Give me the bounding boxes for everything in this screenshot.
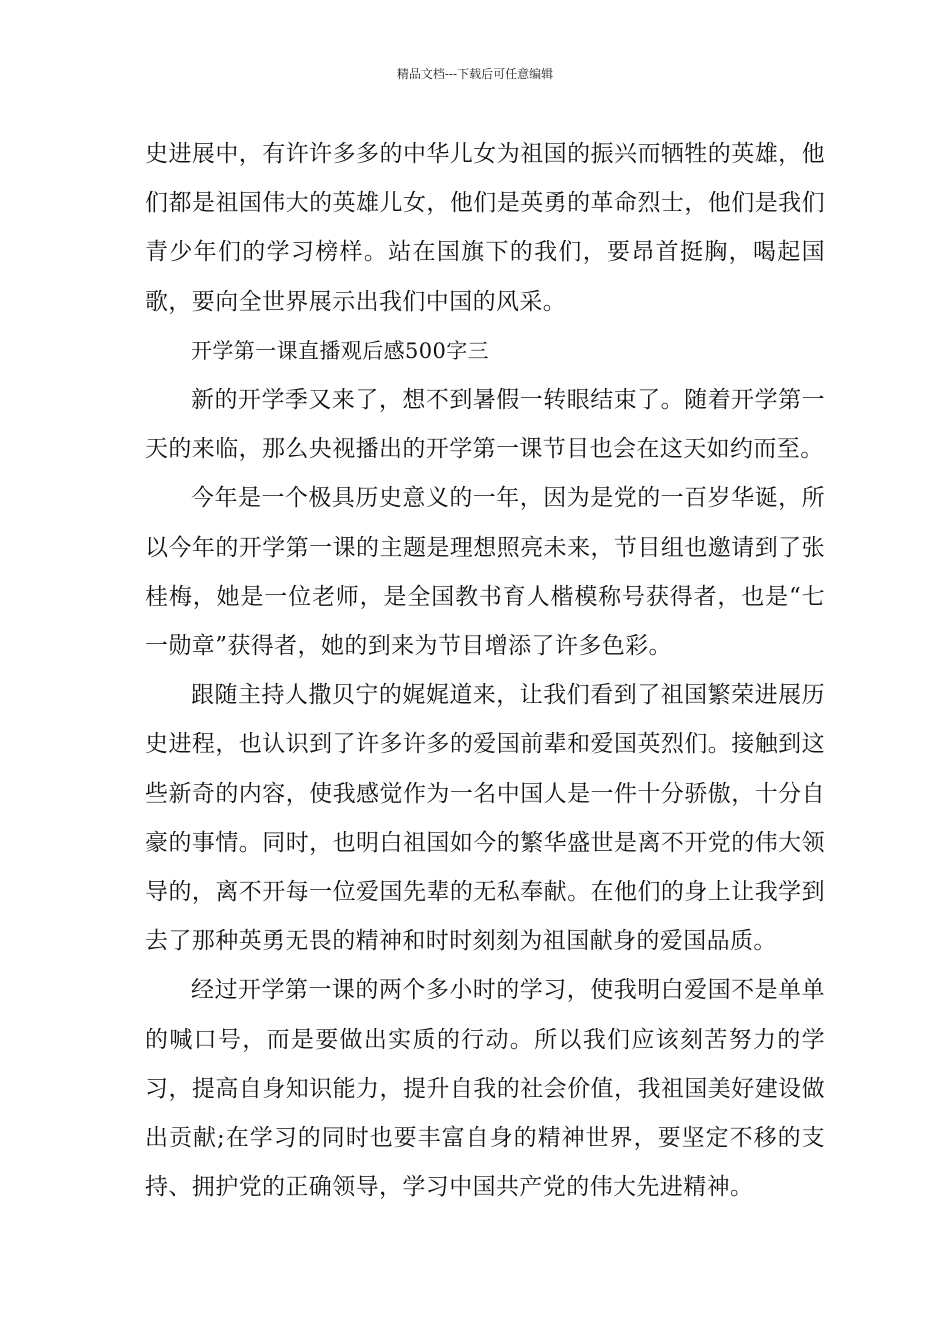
paragraph: 新的开学季又来了，想不到暑假一转眼结束了。随着开学第一天的来临，那么央视播出的开学第一课节目也会在这天如约而至。 [145,387,825,463]
paragraph: 今年是一个极具历史意义的一年，因为是党的一百岁华诞，所以今年的开学第一课的主题是理想照亮未来，节目组也邀请到了张桂梅，她是一位老师，是全国教书育人楷模称号获得者，也是“七一勋章”获得者，她的到来为节目增添了许多色彩。 [145,485,825,660]
page-header: 精品文档---下载后可任意编辑 [396,67,554,81]
paragraph: 跟随主持人撒贝宁的娓娓道来，让我们看到了祖国繁荣进展历史进程，也认识到了许多许多的爱国前辈和爱国英烈们。接触到这些新奇的内容，使我感觉作为一名中国人是一件十分骄傲，十分自豪的事情。同时，也明白祖国如今的繁华盛世是离不开党的伟大领导的，离不开每一位爱国先辈的无私奉献。在他们的身上让我学到去了那种英勇无畏的精神和时时刻刻为祖国献身的爱国品质。 [145,682,825,955]
paragraph: 经过开学第一课的两个多小时的学习，使我明白爱国不是单单的喊口号，而是要做出实质的行动。所以我们应该刻苦努力的学习，提高自身知识能力，提升自我的社会价值，我祖国美好建设做出贡献;在学习的同时也要丰富自身的精神世界，要坚定不移的支持、拥护党的正确领导，学习中国共产党的伟大先进精神。 [145,977,825,1201]
document-body [145,130,825,1212]
section-heading: 开学第一课直播观后感500字三 [191,338,490,363]
paragraph-continuation: 史进展中，有许许多多的中华儿女为祖国的振兴而牺牲的英雄，他们都是祖国伟大的英雄儿女，他们是英勇的革命烈士，他们是我们青少年们的学习榜样。站在国旗下的我们，要昂首挺胸，喝起国歌，要向全世界展示出我们中国的风采。 [145,141,825,315]
